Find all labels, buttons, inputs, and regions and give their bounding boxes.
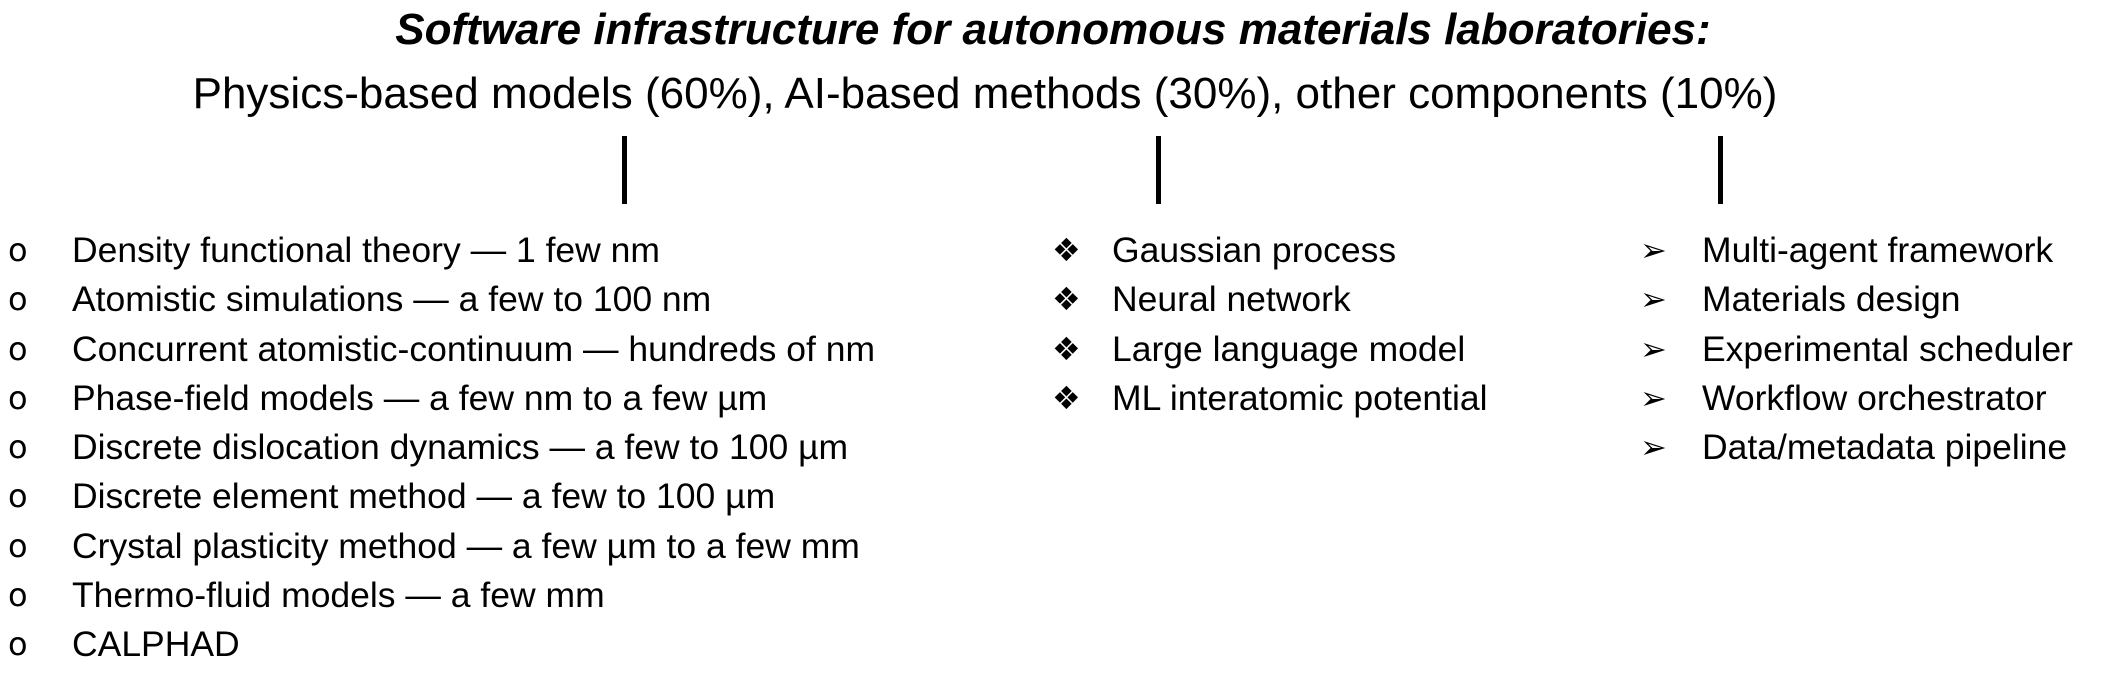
arrowhead-icon: ➢	[1640, 280, 1667, 319]
hollow-circle-icon: o	[8, 576, 28, 615]
connector-physics	[622, 136, 627, 204]
list-item-label: Neural network	[1112, 279, 1351, 320]
hollow-circle-icon: o	[8, 231, 28, 269]
diagram-title: Software infrastructure for autonomous materials laboratories:	[395, 5, 1711, 54]
diagram-subtitle: Physics-based models (60%), AI-based methods (30%), other components (10%)	[192, 69, 1778, 118]
hollow-circle-icon: o	[8, 329, 28, 368]
hollow-circle-icon: o	[8, 625, 28, 664]
hollow-circle-icon: o	[8, 280, 28, 319]
arrowhead-icon: ➢	[1640, 231, 1667, 269]
list-item-label: Discrete element method — a few to 100 µm	[72, 476, 776, 517]
list-item-label: Atomistic simulations — a few to 100 nm	[72, 279, 712, 320]
arrowhead-icon: ➢	[1640, 329, 1667, 368]
list-item-label: Multi-agent framework	[1702, 230, 2054, 270]
four-diamond-icon: ❖	[1052, 231, 1081, 269]
hollow-circle-icon: o	[8, 428, 28, 467]
list-item-label: Materials design	[1702, 279, 1961, 320]
four-diamond-icon: ❖	[1052, 378, 1081, 417]
list-item-label: Large language model	[1112, 328, 1466, 369]
arrowhead-icon: ➢	[1640, 428, 1667, 467]
list-item-label: Concurrent atomistic-continuum — hundreds of nm	[72, 328, 876, 369]
hollow-circle-icon: o	[8, 477, 28, 516]
list-item-label: Discrete dislocation dynamics — a few to 100 µm	[72, 427, 849, 468]
hollow-circle-icon: o	[8, 526, 28, 565]
list-item-label: ML interatomic potential	[1112, 377, 1488, 418]
arrowhead-icon: ➢	[1640, 378, 1667, 417]
four-diamond-icon: ❖	[1052, 329, 1081, 368]
list-item-label: CALPHAD	[72, 624, 240, 665]
list-item-label: Experimental scheduler	[1702, 328, 2073, 369]
list-item-label: Gaussian process	[1112, 230, 1397, 270]
connector-ai	[1156, 136, 1161, 204]
list-item-label: Data/metadata pipeline	[1702, 427, 2068, 468]
four-diamond-icon: ❖	[1052, 280, 1081, 319]
hollow-circle-icon: o	[8, 378, 28, 417]
list-item-label: Crystal plasticity method — a few µm to a few mm	[72, 525, 860, 566]
list-item-label: Phase-field models — a few nm to a few µm	[72, 377, 768, 418]
list-item-label: Thermo-fluid models — a few mm	[72, 575, 605, 616]
list-item-label: Density functional theory — 1 few nm	[72, 230, 660, 270]
list-item-label: Workflow orchestrator	[1702, 377, 2047, 418]
connector-other	[1718, 136, 1723, 204]
